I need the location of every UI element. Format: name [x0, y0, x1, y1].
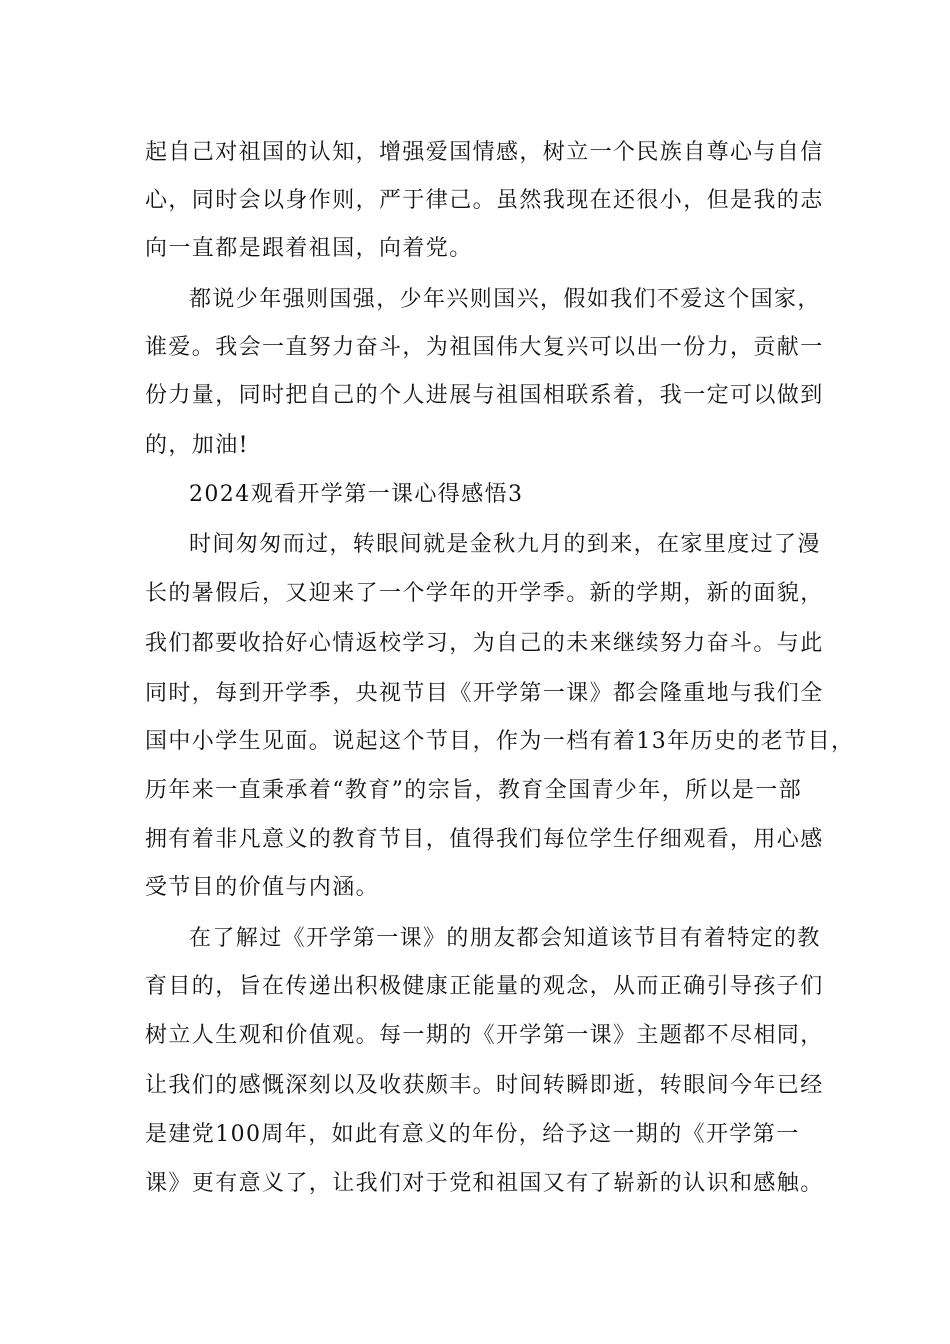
paragraph-line: 谁爱。我会一直努力奋斗，为祖国伟大复兴可以出一份力，贡献一	[145, 335, 824, 360]
paragraph-line: 育目的，旨在传递出积极健康正能量的观念，从而正确引导孩子们	[145, 974, 824, 999]
paragraph-line: 是建党100周年，如此有意义的年份，给予这一期的《开学第一	[145, 1122, 800, 1147]
paragraph-line: 向一直都是跟着祖国，向着党。	[145, 236, 473, 261]
paragraph-line: 的，加油!	[145, 433, 249, 458]
paragraph-line: 长的暑假后，又迎来了一个学年的开学季。新的学期，新的面貌，	[145, 581, 824, 606]
paragraph-line: 心，同时会以身作则，严于律己。虽然我现在还很小，但是我的志	[145, 188, 824, 213]
paragraph-line: 历年来一直秉承着“教育”的宗旨，教育全国青少年，所以是一部	[145, 778, 803, 803]
paragraph-line: 时间匆匆而过，转眼间就是金秋九月的到来，在家里度过了漫	[189, 532, 821, 557]
paragraph-line: 我们都要收拾好心情返校学习，为自己的未来继续努力奋斗。与此	[145, 631, 824, 656]
section-heading: 2024观看开学第一课心得感悟3	[189, 482, 524, 507]
paragraph-line: 份力量，同时把自己的个人进展与祖国相联系着，我一定可以做到	[145, 383, 824, 408]
paragraph-line: 同时，每到开学季，央视节目《开学第一课》都会隆重地与我们全	[145, 681, 824, 706]
paragraph-line: 课》更有意义了，让我们对于党和祖国又有了崭新的认识和感触。	[145, 1171, 824, 1196]
paragraph-line: 拥有着非凡意义的教育节目，值得我们每位学生仔细观看，用心感	[145, 827, 824, 852]
paragraph-line: 让我们的感慨深刻以及收获颇丰。时间转瞬即逝，转眼间今年已经	[145, 1073, 824, 1098]
paragraph-line: 都说少年强则国强，少年兴则国兴，假如我们不爱这个国家，	[189, 287, 821, 312]
paragraph-line: 树立人生观和价值观。每一期的《开学第一课》主题都不尽相同，	[145, 1023, 824, 1048]
paragraph-line: 国中小学生见面。说起这个节目，作为一档有着13年历史的老节目，	[145, 729, 855, 754]
paragraph-line: 在了解过《开学第一课》的朋友都会知道该节目有着特定的教	[189, 926, 821, 951]
paragraph-line: 起自己对祖国的认知，增强爱国情感，树立一个民族自尊心与自信	[145, 140, 824, 165]
paragraph-line: 受节目的价值与内涵。	[145, 875, 380, 900]
